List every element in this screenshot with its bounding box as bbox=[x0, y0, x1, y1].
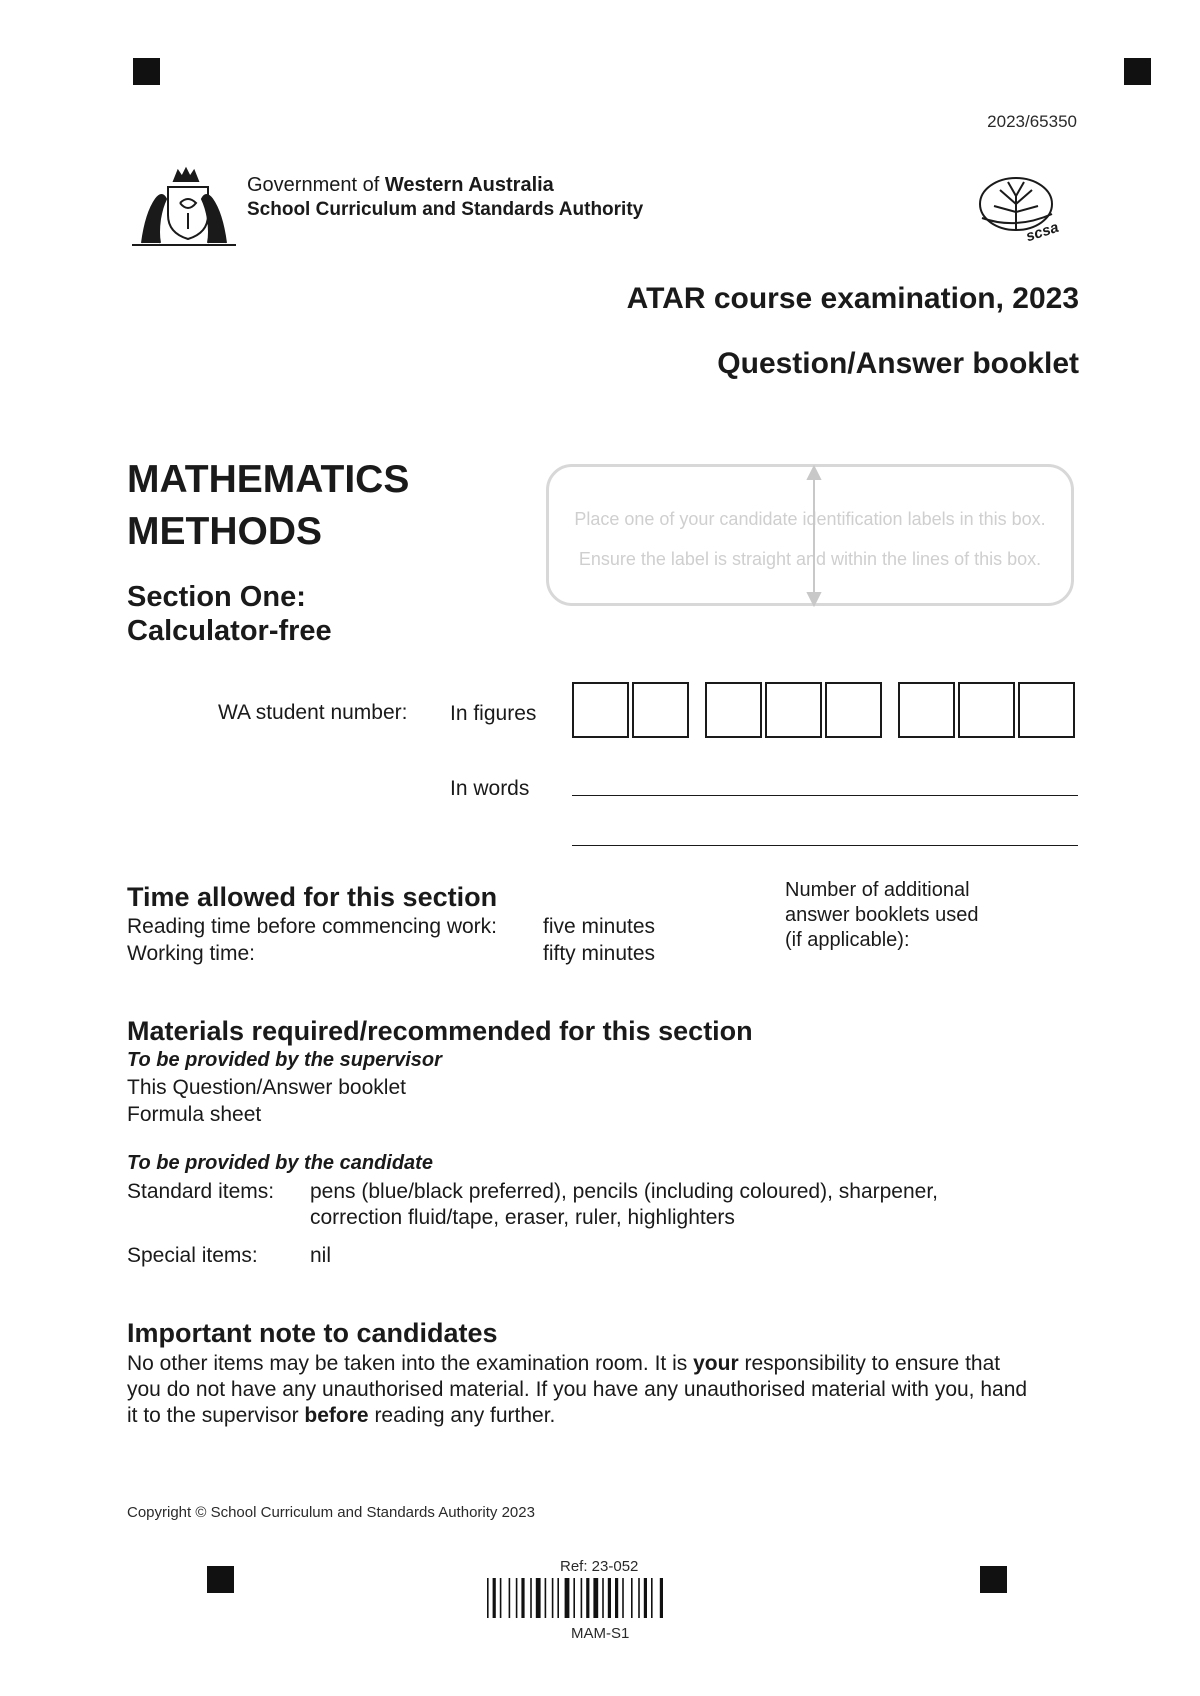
barcode-bar bbox=[536, 1578, 541, 1618]
scsa-logo bbox=[976, 174, 1070, 246]
barcode-bar bbox=[651, 1578, 653, 1618]
supervisor-item: Formula sheet bbox=[127, 1103, 262, 1126]
barcode-bar bbox=[586, 1578, 589, 1618]
document-number: 2023/65350 bbox=[987, 112, 1077, 131]
time-heading: Time allowed for this section bbox=[127, 882, 498, 912]
org-name bbox=[247, 174, 643, 221]
note-paragraph bbox=[127, 1351, 1087, 1429]
barcode-bar bbox=[509, 1578, 511, 1618]
digit-box[interactable] bbox=[1018, 682, 1075, 738]
barcode-bar bbox=[521, 1578, 524, 1618]
barcode-bar bbox=[487, 1578, 489, 1618]
reading-time-label: Reading time before commencing work: bbox=[127, 915, 498, 938]
barcode-bar bbox=[581, 1578, 583, 1618]
in-figures-label: In figures bbox=[450, 702, 537, 725]
special-items-value: nil bbox=[310, 1244, 332, 1267]
subject-line1: MATHEMATICS bbox=[127, 458, 410, 501]
digit-box[interactable] bbox=[898, 682, 955, 738]
copyright: Copyright © School Curriculum and Standards Authority 2023 bbox=[127, 1504, 535, 1521]
barcode-bar bbox=[565, 1578, 570, 1618]
standard-items-label: Standard items: bbox=[127, 1180, 275, 1203]
candidate-heading: To be provided by the candidate bbox=[127, 1152, 433, 1174]
in-words-line-2[interactable] bbox=[572, 845, 1078, 846]
barcode-bar bbox=[573, 1578, 575, 1618]
barcode-bar bbox=[631, 1578, 633, 1618]
registration-mark-top-left bbox=[133, 58, 160, 85]
in-words-label: In words bbox=[450, 777, 530, 800]
note-line3: it to the supervisor before reading any further. bbox=[127, 1404, 556, 1427]
barcode-bar bbox=[545, 1578, 547, 1618]
coat-of-arms-icon bbox=[128, 163, 240, 249]
barcode bbox=[487, 1578, 723, 1618]
digit-box[interactable] bbox=[632, 682, 689, 738]
ref-number: Ref: 23-052 bbox=[560, 1558, 639, 1575]
barcode-bar bbox=[593, 1578, 598, 1618]
digit-box[interactable] bbox=[765, 682, 822, 738]
org-name-line1: Government of Western Australia bbox=[247, 174, 554, 196]
scsa-logo-text: scsa bbox=[1023, 218, 1061, 246]
student-number-boxes[interactable] bbox=[572, 682, 1078, 740]
barcode-bar bbox=[530, 1578, 532, 1618]
section-title bbox=[127, 580, 332, 648]
digit-box[interactable] bbox=[825, 682, 882, 738]
digit-box[interactable] bbox=[705, 682, 762, 738]
barcode-bar bbox=[500, 1578, 502, 1618]
barcode-bar bbox=[644, 1578, 647, 1618]
label-box-line1: Place one of your candidate identification labels in this box. bbox=[574, 509, 1046, 529]
barcode-bar bbox=[493, 1578, 496, 1618]
supervisor-item: This Question/Answer booklet bbox=[127, 1076, 406, 1099]
note-line1: No other items may be taken into the examination room. It is your responsibility to ensure that bbox=[127, 1352, 1001, 1375]
vertical-arrow-icon bbox=[806, 465, 822, 607]
barcode-bar bbox=[638, 1578, 640, 1618]
registration-mark-top-right bbox=[1124, 58, 1151, 85]
barcode-bar bbox=[608, 1578, 611, 1618]
working-time-label: Working time: bbox=[127, 942, 255, 965]
barcode-bar bbox=[516, 1578, 518, 1618]
note-heading: Important note to candidates bbox=[127, 1318, 498, 1348]
exam-title: ATAR course examination, 2023 bbox=[626, 282, 1079, 315]
barcode-bar bbox=[622, 1578, 624, 1618]
digit-box[interactable] bbox=[958, 682, 1015, 738]
note-line2: you do not have any unauthorised material. If you have any unauthorised material with you, hand bbox=[127, 1378, 1028, 1401]
standard-items-line1: pens (blue/black preferred), pencils (including coloured), sharpener, bbox=[310, 1180, 939, 1203]
registration-mark-bottom-left bbox=[207, 1566, 234, 1593]
barcode-bar bbox=[615, 1578, 618, 1618]
barcode-bar bbox=[552, 1578, 554, 1618]
digit-box[interactable] bbox=[572, 682, 629, 738]
standard-items-line2: correction fluid/tape, eraser, ruler, highlighters bbox=[310, 1206, 735, 1229]
reading-time-value: five minutes bbox=[543, 915, 656, 938]
supervisor-heading: To be provided by the supervisor bbox=[127, 1049, 442, 1071]
label-box-line2: Ensure the label is straight and within the lines of this box. bbox=[578, 549, 1042, 569]
additional-booklets: Number of additional answer booklets used (if applicable): bbox=[785, 879, 979, 951]
working-time-value: fifty minutes bbox=[543, 942, 656, 965]
candidate-label-box[interactable] bbox=[546, 464, 1074, 606]
student-number-label: WA student number: bbox=[218, 701, 408, 724]
section-line2: Calculator-free bbox=[127, 615, 332, 647]
booklet-type: Question/Answer booklet bbox=[717, 347, 1079, 380]
special-items-label: Special items: bbox=[127, 1244, 258, 1267]
section-line1: Section One: bbox=[127, 581, 306, 613]
barcode-bar bbox=[557, 1578, 559, 1618]
materials-heading: Materials required/recommended for this section bbox=[127, 1016, 753, 1046]
org-name-line2: School Curriculum and Standards Authority bbox=[247, 199, 644, 220]
subject-title bbox=[127, 454, 409, 558]
subject-line2: METHODS bbox=[127, 510, 322, 553]
registration-mark-bottom-right bbox=[980, 1566, 1007, 1593]
paper-code: MAM-S1 bbox=[571, 1625, 630, 1642]
barcode-bar bbox=[602, 1578, 604, 1618]
barcode-bar bbox=[660, 1578, 663, 1618]
in-words-line-1[interactable] bbox=[572, 795, 1078, 796]
